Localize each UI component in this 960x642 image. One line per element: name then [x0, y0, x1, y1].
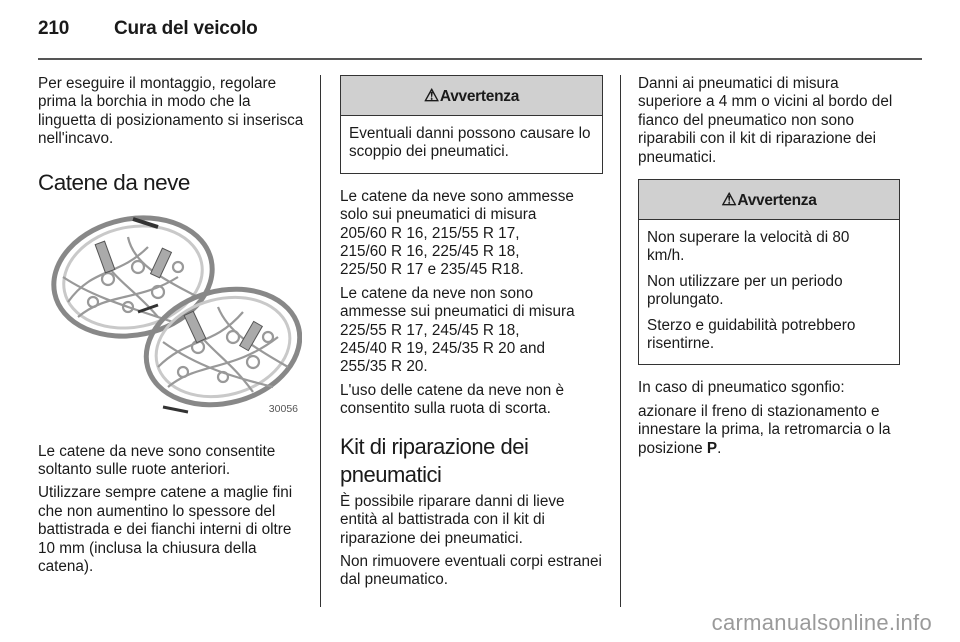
- watermark: carmanualsonline.info: [711, 610, 932, 635]
- warning-steering: Sterzo e guidabilità potrebbero risentirne.: [647, 316, 856, 353]
- snow-chains-illustration: [38, 207, 302, 423]
- paragraph-parking-brake: [638, 403, 900, 458]
- column-2: [340, 75, 603, 595]
- warning-box-2: [638, 179, 900, 365]
- warning-box-1: [340, 75, 603, 174]
- allowed-size-line: 205/60 R 16, 215/55 R 17,: [340, 224, 520, 242]
- header-rule: [38, 58, 922, 60]
- snow-chains-drawing: [38, 207, 302, 423]
- warning-title: Avvertenza: [439, 88, 520, 105]
- paragraph-repair-minor: È possibile riparare danni di lieve entità al battistrada con il kit di riparazione dei pneumatici.: [340, 492, 565, 547]
- paragraph-foreign-bodies: Non rimuovere eventuali corpi estranei dal pneumatico.: [340, 552, 602, 589]
- figure-number: 30056: [268, 403, 298, 416]
- warning-title: Avvertenza: [737, 192, 817, 210]
- paragraph-allowed-sizes: [340, 188, 603, 280]
- allowed-size-line: 225/50 R 17 e 235/45 R18.: [340, 261, 524, 279]
- not-allowed-size-line: 225/55 R 17, 245/45 R 18,: [340, 321, 520, 339]
- warning-header: [639, 180, 899, 220]
- page-title: Cura del veicolo: [114, 18, 258, 39]
- section-title-snow-chains: Catene da neve: [38, 169, 190, 195]
- column-1: [38, 75, 306, 581]
- warning-speed: Non superare la velocità di 80 km/h.: [647, 229, 850, 265]
- paragraph-not-allowed-sizes: [340, 285, 603, 377]
- page-header: [38, 18, 258, 40]
- column-3: [638, 75, 900, 463]
- page-number: 210: [38, 18, 70, 39]
- section-title-repair-kit: Kit di riparazione dei pneumatici: [340, 433, 529, 487]
- warning-triangle-icon: ⚠: [423, 86, 439, 105]
- allowed-sizes-intro: Le catene da neve sono ammesse solo sui pneumatici di misura: [340, 187, 574, 224]
- warning-header: [341, 76, 602, 116]
- warning-text: Eventuali danni possono causare lo scoppio dei pneumatici.: [349, 125, 591, 161]
- paragraph-fine-mesh: Utilizzare sempre catene a maglie fini che non aumentino lo spessore del battistrada e dei fianchi interni di oltre 10 mm (inclusa la chiusura della catena).: [38, 484, 293, 576]
- paragraph-spare-wheel: L'uso delle catene da neve non è consentito sulla ruota di scorta.: [340, 381, 565, 418]
- paragraph-flat-tyre: In caso di pneumatico sgonfio:: [638, 379, 845, 397]
- not-allowed-sizes-intro: Le catene da neve non sono ammesse sui pneumatici di misura: [340, 284, 575, 321]
- column-divider-1: [320, 75, 321, 607]
- gear-p-label: P: [706, 439, 718, 457]
- intro-paragraph: Per eseguire il montaggio, regolare prima la borchia in modo che la linguetta di posizionamento si inserisca nell'incavo.: [38, 75, 304, 148]
- sentence-end: .: [717, 439, 722, 457]
- warning-duration: Non utilizzare per un periodo prolungato.: [647, 272, 843, 309]
- allowed-size-line: 215/60 R 16, 225/45 R 18,: [340, 243, 520, 261]
- parking-brake-text: azionare il freno di stazionamento e innestare la prima, la retromarcia o la posizione: [638, 402, 891, 457]
- not-allowed-size-line: 245/40 R 19, 245/35 R 20 and: [340, 340, 545, 358]
- column-divider-2: [620, 75, 621, 607]
- paragraph-front-wheels: Le catene da neve sono consentite soltanto sulle ruote anteriori.: [38, 442, 276, 479]
- warning-triangle-icon: ⚠: [721, 190, 737, 210]
- paragraph-damage-limit: Danni ai pneumatici di misura superiore a 4 mm o vicini al bordo del fianco del pneumatico non sono riparabili con il kit di riparazione dei pneumatici.: [638, 75, 893, 166]
- not-allowed-size-line: 255/35 R 20.: [340, 358, 428, 376]
